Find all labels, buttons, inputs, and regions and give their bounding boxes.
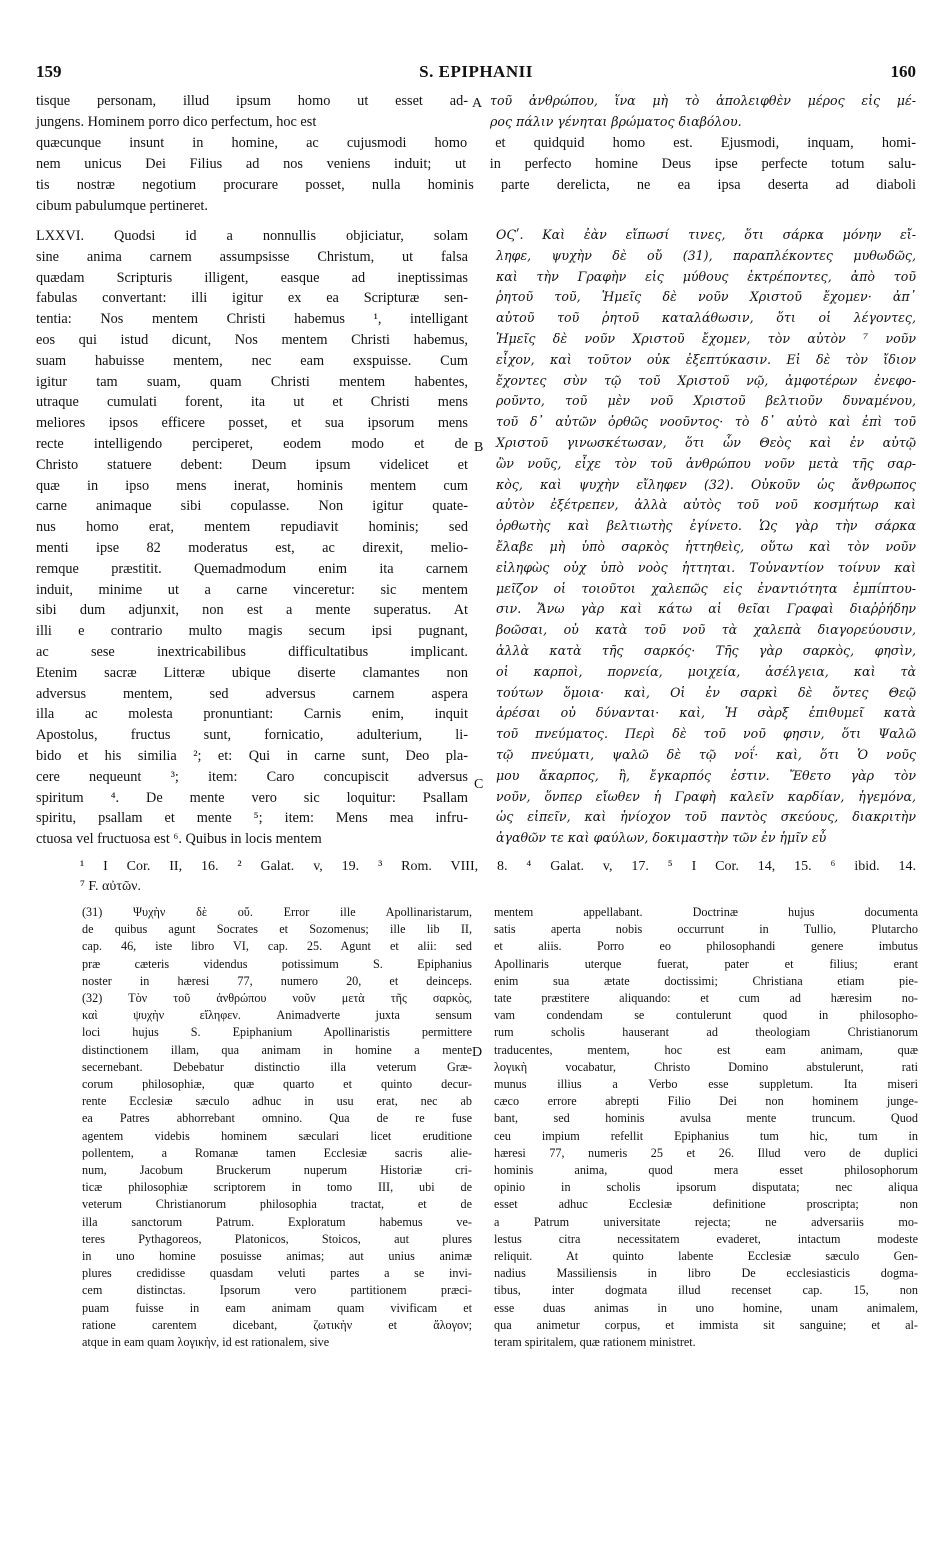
text-line: νοῦν, ὅνπερ εἴωθεν ἡ Γραφὴ καλεῖν καρδίαν, ἡγεμόνα, (496, 788, 916, 804)
margin-letter-a: A (472, 96, 483, 111)
text-line: hæresi 77, numeris 25 et 26. Illud vero de duplici (494, 1145, 918, 1160)
text-line: carne animaque sibi copulasse. Non igitur quate- (36, 498, 468, 515)
text-line: teres Pythagoreos, Platonicos, Stoicos, aut plures (82, 1231, 472, 1246)
text-line: nadius Massiliensis in libro De ecclesiasticis dogma- (494, 1266, 918, 1281)
text-line: καὶ τὴν Γραφὴν εἰς μύθους ἐκτρέποντες, ἀπὸ τοῦ (496, 268, 916, 284)
text-line: tis nostræ negotium procurare posset, nulla hominis parte derelicta, ne ea ipsa deserta ad diaboli (36, 177, 916, 193)
text-line: tentia: Nos mentem Christi habemus ¹, intelligant (36, 311, 468, 328)
text-line: τῷ πνεύματι, ψαλῶ δὲ τῷ νοΐ· καὶ, ὅτι Ὁ νοῦς (496, 747, 916, 762)
text-line: jungens. Hominem porro dico perfectum, hoc est (36, 114, 317, 130)
text-line: suam habuisse mentem, nec eam exspuisse. Cum (36, 352, 468, 369)
text-line: quædam Scripturis illigent, easque ad ineptissimas (36, 269, 468, 286)
text-line: τοῦ ἀνθρώπου, ἵνα μὴ τὸ ἀπολειφθὲν μέρος εἰς μέ- (490, 93, 916, 108)
text-line: cere nequeunt ³; item: Caro concupiscit adversus (36, 768, 468, 785)
text-line: τοῦ πνεύματος. Περὶ δὲ τοῦ νοῦ φησιν, ὅτι Ψαλῶ (496, 726, 916, 742)
text-line: quæ in ipso mens inerat, hominis mentem cum (36, 477, 468, 494)
footnote-ref-line: ⁷ F. αὐτῶν. (80, 879, 141, 894)
text-line: teram spiritalem, quæ rationem ministret. (494, 1335, 696, 1349)
text-line: μεῖζον οἱ τοιοῦτοι χαλεπῶς εἰς ἐναντιότητα ἐμπίπτου- (496, 580, 916, 596)
text-line: a Patrum universitate rejecta; ne adversariis mo- (494, 1214, 918, 1229)
text-line: traducentes, mentem, hoc est eam animam, quæ (494, 1042, 918, 1057)
text-line: et aliis. Porro eo philosophandi genere imbutus (494, 939, 918, 954)
text-line: hominis anima, quod mera esset philosophorum (494, 1163, 918, 1177)
text-line: tisque personam, illud ipsum homo ut esset ad- (36, 93, 468, 109)
text-line: tate præstitere aliquando: et cum ad hæresim no- (494, 991, 918, 1005)
text-line: num, Jacobum Bruckerum nuperum Historiæ cri- (82, 1163, 472, 1177)
text-line: satis aperta nobis occurrunt in Tullio, Plutarcho (494, 922, 918, 937)
text-line: distinctionem illam, qua animam in homine a mente (82, 1042, 472, 1057)
text-line: noster in hæresi 77, numero 20, et deinceps. (82, 973, 472, 988)
text-line: κὸς, καὶ ψυχὴν εἴληφεν (32). Οὐκοῦν ὡς ἄνθρωπος (496, 476, 916, 492)
margin-letter-d: D (472, 1045, 483, 1060)
text-line: tibus, inter dogmata illud recenset cap. 15, non (494, 1283, 918, 1298)
text-line: ἀγαθῶν τε καὶ φαύλων, δοκιμαστὴν τῶν ἐν ἡμῖν εὖ (496, 830, 827, 846)
text-line: ea Patres abhorrebant omnino. Qua de re fuse (82, 1111, 472, 1126)
text-line: opinio in scholis ipsorum disputata; nec aliqua (494, 1180, 918, 1195)
text-line: nus homo erat, mentem repudiavit hominis; sed (36, 519, 468, 536)
text-line: ἀλλὰ κατὰ τῆς σαρκός· Τῆς γὰρ σαρκὸς, φησὶν, (496, 643, 916, 658)
text-line: lestus citra necessitatem evaderet, intactum modeste (494, 1231, 918, 1246)
text-line: ροῦντο, τοῦ μὲν νοῦ Χριστοῦ βελτιοῦν δυναμένου, (496, 393, 916, 409)
text-line: puam fuisse in eam animam quam vivificam et (82, 1300, 472, 1315)
running-title: S. EPIPHANII (419, 62, 533, 81)
text-line: ctuosa vel fructuosa est ⁶. Quibus in locis mentem (36, 831, 322, 848)
text-line: spiritu, psallam et mente ⁵; item: Mens mea infru- (36, 810, 468, 827)
text-line: meliores ipsos efficere posset, et sua ipsorum mens (36, 415, 468, 432)
text-line: secernebant. Debebatur distinctio illa veterum Græ- (82, 1059, 472, 1074)
text-line: εἶχον, καὶ τοῦτον οὐκ ἐξεπτύκασιν. Εἰ δὲ τὸν ἴδιον (496, 351, 916, 367)
text-line: esse duas animas in uno homine, unam animalem, (494, 1300, 918, 1315)
text-line: remque præstitit. Quemadmodum enim ita carnem (36, 560, 468, 577)
text-line: Christo statuere debent: Deum ipsum videlicet et (36, 456, 468, 473)
text-line: quæcunque insunt in homine, ac cujusmodi homo et quidquid homo est. Ejusmodi, inquam, homi- (36, 135, 916, 151)
text-line: σιν. Ἄνω γὰρ καὶ κάτω αἱ θεῖαι Γραφαὶ διαῤῥήδην (496, 601, 916, 617)
text-line: ceu impium refellit Epiphanius tum hic, tum in (494, 1128, 918, 1143)
text-line: αὐτὸν ἐξέτρεπεν, ἀλλὰ αὐτὸς τοῦ νοῦ κοσμήτωρ καὶ (496, 497, 916, 513)
footnote-ref-line: ¹ I Cor. II, 16. ² Galat. v, 19. ³ Rom. VIII, 8. ⁴ Galat. v, 17. ⁵ I Cor. 14, 15. ⁶ ibid. 14. (80, 859, 916, 874)
text-line: veterum Christianorum philosophia tractat, et de (82, 1197, 472, 1212)
text-line: τοῦ δ᾽ αὐτῶν ὀρθῶς νοοῦντος· τὸ δ᾽ αὐτὸ καὶ ἐπὶ τοῦ (496, 414, 916, 430)
text-line: atque in eam quam λογικὴν, id est rationalem, sive (82, 1335, 330, 1349)
text-line: τούτων ὅμοια· καὶ, Οἱ ἐν σαρκὶ δὲ ὄντες Θεῷ (496, 684, 916, 700)
text-line: menti ipse 82 moderatus est, ac direxit, melio- (36, 540, 468, 556)
text-line: Χριστοῦ γινωσκέτωσαν, ὅτι ὧν Θεὸς καὶ ἐν αὐτῷ (496, 435, 916, 450)
text-line: enim sua ætate doctissimi; Christiana etiam pie- (494, 973, 918, 988)
text-line: reliquit. At quinto labente Ecclesiæ sæculo Gen- (494, 1249, 918, 1263)
margin-letter-c: C (474, 777, 484, 792)
text-line: recte intelligendo perciperet, eodem modo et de (36, 436, 468, 452)
text-line: cibum pabulumque pertineret. (36, 198, 208, 214)
text-line: agentem videbis hominem sæculari licet eruditione (82, 1128, 472, 1143)
text-line: induit, minime ut a carne vinceretur: sic mentem (36, 581, 468, 598)
page-number-right: 160 (890, 62, 916, 81)
text-line: cem distinctas. Ipsorum vero partitionem præci- (82, 1283, 472, 1298)
text-line: in uno homine posuisse animas; aut unius animæ (82, 1249, 472, 1263)
page-number-left: 159 (36, 62, 62, 81)
text-line: sibi dum adjunxit, non est a mente superatus. At (36, 602, 468, 619)
text-line: ληφε, ψυχὴν δὲ οὔ (31), παραπλέκοντες μυθωδῶς, (496, 247, 916, 263)
text-line: ὢν νοῦς, εἶχε τὸν τοῦ ἀνθρώπου νοῦν μετὰ τῆς σαρ- (496, 455, 916, 471)
text-line: loci hujus S. Epiphanium Apollinaristis permittere (82, 1025, 472, 1040)
text-line: LXXVI. Quodsi id a nonnullis objiciatur, solam (36, 228, 468, 244)
text-line: utraque cumulati forent, ita ut et Christi mens (36, 394, 468, 411)
text-line: pollentem, a Romanæ tamen Ecclesiæ sacris alie- (82, 1145, 472, 1160)
text-line: ἀρέσαι οὐ δύνανται· καὶ, Ἡ σὰρξ ἐπιθυμεῖ κατὰ (496, 705, 916, 721)
text-line: καὶ ψυχὴν εἴληφεν. Animadverte juxta sensum (82, 1008, 472, 1023)
text-line: cap. 46, iste libro VI, cap. 25. Agunt et alii: sed (82, 939, 472, 954)
text-line: ὀρθωτὴς καὶ βελτιωτὴς ἐγίνετο. Ὡς γὰρ τὴν σάρκα (496, 518, 916, 534)
text-line: ἔχοντες σὺν τῷ τοῦ Χριστοῦ νῷ, ἀμφοτέρων ἐνεφο- (496, 372, 916, 388)
text-line: mentem appellabant. Doctrinæ hujus documenta (494, 905, 918, 919)
text-line: præ cæteris videndus potissimum S. Epiphanius (82, 956, 472, 971)
text-line: esset adhuc Ecclesiæ definitione proscripta; non (494, 1197, 918, 1212)
text-line: adversus mentem, sed adversus carnem aspera (36, 685, 468, 702)
text-line: (32) Τὸν τοῦ ἀνθρώπου νοῦν μετὰ τῆς σαρκὸς, (82, 991, 472, 1005)
text-line: illa ac molesta pronuntiant: Carnis enim, inquit (36, 706, 468, 723)
text-line: ratione carentem dicebant, ζωτικὴν et ἄλογον; (82, 1317, 472, 1332)
text-line: corum philosophiæ, quæ quarto et quinto decur- (82, 1077, 472, 1091)
text-line: (31) Ψυχὴν δὲ οὔ. Error ille Apollinaristarum, (82, 905, 472, 919)
text-line: nem unicus Dei Filius ad nos veniens induit; ut in perfecto homine Deus ipse perfecte totum salu- (36, 156, 916, 172)
margin-letter-b: B (474, 440, 484, 455)
text-line: fabulas convertant: illi igitur ex ea Scripturæ sen- (36, 290, 468, 307)
text-line: ρος πάλιν γένηται βρώματος διαβόλου. (490, 114, 742, 129)
text-line: eos qui istud dicunt, Nos mentem Christi habemus, (36, 332, 468, 348)
text-line: ac sese inextricabilibus difficultatibus implicant. (36, 644, 468, 660)
text-line: Apostolus, fructus sunt, fornicatio, adulterium, li- (36, 727, 468, 744)
text-line: αὐτοῦ τοῦ ῥητοῦ καταλάθωσιν, ὅτι οἱ λέγοντες, (496, 310, 916, 326)
text-line: ὡς εἰπεῖν, καὶ ἡνίοχον τοῦ παντὸς σκεύους, διακριτὴν (496, 809, 916, 825)
text-line: igitur tam suam, quam Christi mentem habentes, (36, 373, 468, 390)
text-line: ἔλαβε μὴ ὑπὸ σαρκὸς ἡττηθεὶς, οὕτω καὶ τὸν νοῦν (496, 539, 916, 554)
text-line: bant, sed hominis avulsa mente truncum. Quod (494, 1111, 918, 1126)
text-line: cæco errore abrepti Filio Dei non hominem junge- (494, 1094, 918, 1109)
text-line: illi e contrario multo magis secum ipsi pugnant, (36, 623, 468, 640)
text-line: Ἡμεῖς δὲ νοῦν Χριστοῦ ἔχομεν, τὸν αὐτὸν ⁷ νοῦν (496, 331, 916, 346)
text-line: rum scholis hauserant ad theologiam Christianorum (494, 1025, 918, 1040)
text-line: μου ἄκαρπος, ἢ, ἔγκαρπός ἐστιν. Ἔθετο γὰρ τὸν (496, 767, 916, 783)
text-line: de quibus agunt Socrates et Sozomenus; ille lib II, (82, 922, 472, 937)
text-line: sine anima carnem assumpsisse Christum, ut falsa (36, 248, 468, 265)
text-line: εἰληφὼς οὐχ ὑπὸ νοὸς ἡττηται. Τοὐναντίον τοίνυν καὶ (496, 559, 916, 575)
text-line: vam condendam se contulerunt quod in philosopho- (494, 1008, 918, 1023)
text-line: Apollinaris uterque fuerat, pater et filius; erant (494, 956, 918, 971)
text-line: bido et his similia ²; et: Qui in carne sunt, Deo pla- (36, 748, 468, 764)
text-line: plures credidisse quasdam veluti partes a se invi- (82, 1266, 472, 1281)
text-line: ticæ philosophiæ scriptorem in tomo III, ubi de (82, 1180, 472, 1195)
text-line: ΟϚʹ. Καὶ ἐὰν εἴπωσί τινες, ὅτι σάρκα μόνην εἴ- (496, 227, 916, 242)
text-line: illa sanctorum Patrum. Exploratum habemus ve- (82, 1214, 472, 1229)
text-line: munus illius a Verbo esse suppletum. Ita miseri (494, 1077, 918, 1091)
text-line: λογικὴ vocabatur, Christo Domino abstulerunt, rati (494, 1059, 918, 1074)
text-line: ῥητοῦ τοῦ, Ἡμεῖς δὲ νοῦν Χριστοῦ ἔχομεν· ἀπ᾽ (496, 289, 916, 305)
text-line: qua animetur corpus, et immista sit sanguine; et al- (494, 1317, 918, 1332)
text-line: οἱ καρποὶ, πορνεία, μοιχεία, ἀσέλγεια, καὶ τὰ (496, 663, 916, 679)
text-line: βοῶσαι, οὐ κατὰ τοῦ νοῦ τὰ χαλεπὰ διαγορεύουσιν, (496, 622, 916, 638)
text-line: Etenim sacræ Litteræ ubique diserte clamantes non (36, 664, 468, 681)
text-line: spiritum ⁴. De mente vero sic loquitur: Psallam (36, 789, 468, 806)
page-header (36, 62, 916, 84)
text-line: rente Ecclesiæ sæculo adhuc in usu erat, nec ab (82, 1094, 472, 1109)
